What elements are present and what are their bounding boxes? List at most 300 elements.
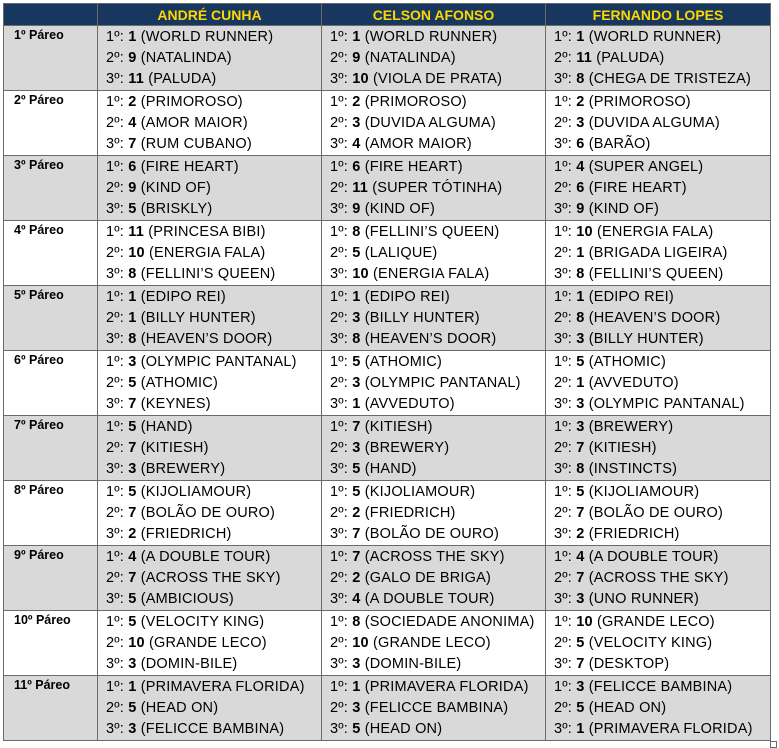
horse-number: 2 [128, 94, 137, 110]
pick-line-third-place [330, 69, 545, 90]
horse-number: 5 [128, 201, 137, 217]
pick-cell-celson-afonso [322, 91, 546, 156]
race-label: 1º Páreo [4, 26, 98, 91]
horse-number: 11 [128, 71, 144, 87]
horse-number: 3 [352, 375, 361, 391]
pick-position: 2º: [554, 700, 572, 716]
horse-name: (PRIMAVERA FLORIDA) [364, 679, 529, 695]
pick-line-second-place [106, 503, 321, 524]
pick-position: 1º: [106, 224, 124, 240]
horse-number: 9 [128, 50, 137, 66]
horse-name: (ACROSS THE SKY) [364, 549, 505, 565]
race-row [4, 416, 771, 481]
pick-position: 3º: [554, 591, 572, 607]
pick-position: 2º: [106, 505, 124, 521]
pick-line-third-place [554, 69, 770, 90]
horse-name: (BILLY HUNTER) [140, 310, 256, 326]
table-body [4, 26, 771, 741]
pick-position: 2º: [554, 440, 572, 456]
pick-position: 2º: [554, 115, 572, 131]
horse-number: 5 [128, 614, 137, 630]
horse-name: (BRIGADA LIGEIRA) [588, 245, 728, 261]
pick-position: 1º: [554, 419, 572, 435]
horse-name: (ATHOMIC) [140, 375, 218, 391]
horse-number: 3 [576, 331, 585, 347]
horse-number: 6 [352, 159, 361, 175]
pick-line-third-place [330, 589, 545, 610]
pick-position: 3º: [330, 201, 348, 217]
horse-number: 10 [352, 266, 369, 282]
horse-number: 1 [576, 245, 585, 261]
horse-number: 1 [352, 396, 361, 412]
horse-number: 1 [576, 375, 585, 391]
horse-number: 2 [352, 94, 361, 110]
pick-position: 3º: [330, 71, 348, 87]
horse-name: (PRIMAVERA FLORIDA) [588, 721, 753, 737]
pick-line-second-place [554, 113, 770, 134]
horse-name: (PRIMOROSO) [140, 94, 243, 110]
pick-line-second-place [330, 438, 545, 459]
pick-line-first-place [106, 417, 321, 438]
pick-line-third-place [106, 134, 321, 155]
horse-name: (ACROSS THE SKY) [140, 570, 281, 586]
pick-line-first-place [106, 287, 321, 308]
pick-line-third-place [554, 394, 770, 415]
pick-line-second-place [106, 698, 321, 719]
pick-line-first-place [330, 612, 545, 633]
horse-name: (DOMIN-BILE) [140, 656, 238, 672]
horse-number: 5 [576, 700, 585, 716]
pick-position: 3º: [554, 201, 572, 217]
pick-line-first-place [106, 27, 321, 48]
horse-number: 7 [576, 656, 585, 672]
pick-position: 2º: [330, 245, 348, 261]
horse-number: 3 [352, 310, 361, 326]
horse-name: (FELLINI’S QUEEN) [140, 266, 276, 282]
pick-line-third-place [330, 394, 545, 415]
pick-position: 1º: [106, 679, 124, 695]
horse-name: (BOLÃO DE OURO) [588, 505, 724, 521]
pick-line-third-place [554, 524, 770, 545]
pick-line-third-place [106, 69, 321, 90]
horse-number: 1 [128, 29, 137, 45]
horse-number: 7 [352, 549, 361, 565]
pick-cell-celson-afonso [322, 26, 546, 91]
horse-name: (BOLÃO DE OURO) [140, 505, 276, 521]
pick-position: 3º: [106, 461, 124, 477]
pick-position: 3º: [554, 266, 572, 282]
pick-line-third-place [106, 589, 321, 610]
pick-line-third-place [106, 459, 321, 480]
pick-line-third-place [554, 264, 770, 285]
pick-line-first-place [106, 547, 321, 568]
horse-number: 7 [128, 440, 137, 456]
race-row [4, 156, 771, 221]
horse-name: (HAND) [140, 419, 193, 435]
horse-name: (GRANDE LECO) [373, 635, 491, 651]
horse-number: 5 [128, 700, 137, 716]
horse-number: 3 [576, 419, 585, 435]
horse-name: (AMOR MAIOR) [364, 136, 472, 152]
pick-position: 1º: [106, 159, 124, 175]
pick-position: 2º: [330, 440, 348, 456]
horse-name: (KIND OF) [140, 180, 211, 196]
pick-cell-fernando-lopes [546, 156, 771, 221]
pick-position: 2º: [106, 310, 124, 326]
pick-line-first-place [554, 222, 770, 243]
pick-cell-celson-afonso [322, 611, 546, 676]
pick-position: 3º: [106, 591, 124, 607]
horse-number: 7 [576, 505, 585, 521]
pick-line-third-place [330, 654, 545, 675]
race-row [4, 91, 771, 156]
pick-line-first-place [330, 27, 545, 48]
pick-position: 3º: [554, 136, 572, 152]
horse-name: (HAND) [364, 461, 417, 477]
pick-line-first-place [106, 612, 321, 633]
race-label: 4º Páreo [4, 221, 98, 286]
pick-position: 2º: [106, 180, 124, 196]
horse-name: (SUPER TÓTINHA) [372, 180, 503, 196]
pick-position: 1º: [106, 289, 124, 305]
horse-name: (KIJOLIAMOUR) [364, 484, 476, 500]
pick-line-first-place [106, 677, 321, 698]
pick-line-first-place [330, 222, 545, 243]
pick-line-first-place [554, 287, 770, 308]
race-label: 7º Páreo [4, 416, 98, 481]
pick-line-third-place [106, 394, 321, 415]
pick-position: 1º: [330, 614, 348, 630]
pick-position: 3º: [330, 331, 348, 347]
horse-name: (GRANDE LECO) [597, 614, 715, 630]
horse-name: (DOMIN-BILE) [364, 656, 462, 672]
horse-number: 7 [352, 419, 361, 435]
horse-number: 9 [128, 180, 137, 196]
pick-cell-andre-cunha [98, 546, 322, 611]
pick-position: 2º: [554, 635, 572, 651]
pick-cell-celson-afonso [322, 221, 546, 286]
horse-number: 8 [128, 331, 137, 347]
pick-line-third-place [330, 264, 545, 285]
pick-cell-andre-cunha [98, 676, 322, 741]
pick-line-third-place [330, 719, 545, 740]
pick-line-second-place [106, 48, 321, 69]
pick-cell-celson-afonso [322, 546, 546, 611]
horse-number: 5 [128, 419, 137, 435]
horse-name: (WORLD RUNNER) [588, 29, 722, 45]
horse-name: (LALIQUE) [364, 245, 438, 261]
pick-position: 3º: [106, 201, 124, 217]
pick-position: 1º: [554, 679, 572, 695]
horse-number: 7 [576, 570, 585, 586]
pick-position: 2º: [330, 310, 348, 326]
pick-position: 3º: [106, 721, 124, 737]
horse-number: 9 [352, 201, 361, 217]
pick-position: 1º: [554, 614, 572, 630]
pick-position: 2º: [330, 115, 348, 131]
horse-number: 3 [128, 721, 137, 737]
pick-position: 2º: [330, 180, 348, 196]
race-label: 10º Páreo [4, 611, 98, 676]
pick-line-first-place [330, 352, 545, 373]
horse-name: (AMBICIOUS) [140, 591, 234, 607]
pick-position: 3º: [554, 526, 572, 542]
horse-number: 5 [576, 354, 585, 370]
pick-line-first-place [554, 547, 770, 568]
horse-name: (EDIPO REI) [140, 289, 226, 305]
horse-name: (FELICCE BAMBINA) [364, 700, 509, 716]
race-label: 8º Páreo [4, 481, 98, 546]
pick-line-first-place [554, 677, 770, 698]
horse-number: 6 [576, 180, 585, 196]
horse-number: 4 [128, 549, 137, 565]
race-row [4, 611, 771, 676]
horse-number: 10 [128, 635, 145, 651]
pick-line-first-place [106, 352, 321, 373]
horse-name: (PALUDA) [596, 50, 665, 66]
pick-line-second-place [106, 438, 321, 459]
predictions-table [3, 3, 771, 741]
horse-name: (SUPER ANGEL) [588, 159, 704, 175]
horse-name: (CHEGA DE TRISTEZA) [588, 71, 751, 87]
horse-number: 1 [576, 289, 585, 305]
horse-number: 10 [576, 224, 593, 240]
pick-line-second-place [330, 243, 545, 264]
horse-name: (BREWERY) [364, 440, 450, 456]
pick-position: 1º: [330, 484, 348, 500]
pick-cell-fernando-lopes [546, 351, 771, 416]
pick-position: 3º: [330, 656, 348, 672]
horse-number: 5 [352, 721, 361, 737]
horse-number: 4 [352, 591, 361, 607]
horse-name: (VIOLA DE PRATA) [373, 71, 503, 87]
pick-position: 1º: [106, 94, 124, 110]
race-label: 6º Páreo [4, 351, 98, 416]
pick-cell-celson-afonso [322, 676, 546, 741]
pick-line-third-place [554, 654, 770, 675]
horse-name: (FELLINI’S QUEEN) [364, 224, 500, 240]
pick-position: 1º: [330, 29, 348, 45]
horse-name: (KIJOLIAMOUR) [140, 484, 252, 500]
pick-cell-fernando-lopes [546, 286, 771, 351]
pick-line-first-place [330, 157, 545, 178]
pick-position: 3º: [330, 396, 348, 412]
horse-number: 5 [128, 484, 137, 500]
pick-position: 3º: [330, 136, 348, 152]
pick-line-second-place [554, 308, 770, 329]
pick-position: 1º: [554, 94, 572, 110]
horse-number: 1 [352, 29, 361, 45]
horse-name: (NATALINDA) [364, 50, 456, 66]
horse-number: 5 [576, 635, 585, 651]
pick-position: 3º: [106, 656, 124, 672]
pick-line-third-place [554, 199, 770, 220]
horse-number: 8 [128, 266, 137, 282]
horse-name: (WORLD RUNNER) [364, 29, 498, 45]
pick-cell-fernando-lopes [546, 546, 771, 611]
pick-position: 3º: [554, 461, 572, 477]
horse-number: 3 [128, 354, 137, 370]
horse-name: (WORLD RUNNER) [140, 29, 274, 45]
horse-name: (HEAD ON) [140, 700, 219, 716]
pick-position: 1º: [330, 679, 348, 695]
horse-name: (BREWERY) [588, 419, 674, 435]
pick-position: 3º: [106, 136, 124, 152]
pick-line-third-place [554, 329, 770, 350]
pick-position: 2º: [106, 245, 124, 261]
pick-line-second-place [554, 243, 770, 264]
pick-line-third-place [106, 654, 321, 675]
horse-name: (FELICCE BAMBINA) [588, 679, 733, 695]
race-row [4, 676, 771, 741]
pick-line-third-place [106, 329, 321, 350]
horse-name: (BILLY HUNTER) [364, 310, 480, 326]
pick-position: 2º: [106, 635, 124, 651]
horse-number: 3 [352, 440, 361, 456]
horse-name: (PALUDA) [148, 71, 217, 87]
horse-name: (HEAVEN’S DOOR) [588, 310, 721, 326]
pick-line-third-place [106, 264, 321, 285]
pick-position: 2º: [554, 570, 572, 586]
horse-number: 3 [576, 115, 585, 131]
pick-line-third-place [554, 459, 770, 480]
pick-position: 1º: [554, 484, 572, 500]
pick-line-second-place [106, 568, 321, 589]
horse-name: (FELLINI’S QUEEN) [588, 266, 724, 282]
pick-line-second-place [554, 633, 770, 654]
header-row [4, 4, 771, 26]
pick-line-second-place [554, 698, 770, 719]
pick-cell-andre-cunha [98, 26, 322, 91]
horse-number: 8 [576, 461, 585, 477]
pick-position: 1º: [554, 159, 572, 175]
pick-cell-fernando-lopes [546, 611, 771, 676]
pick-position: 1º: [330, 549, 348, 565]
horse-number: 5 [128, 375, 137, 391]
horse-name: (RUM CUBANO) [140, 136, 252, 152]
horse-name: (KITIESH) [588, 440, 657, 456]
horse-number: 2 [576, 94, 585, 110]
pick-position: 1º: [554, 29, 572, 45]
pick-position: 2º: [330, 505, 348, 521]
horse-number: 3 [576, 396, 585, 412]
horse-name: (ACROSS THE SKY) [588, 570, 729, 586]
horse-number: 7 [128, 136, 137, 152]
horse-number: 4 [576, 549, 585, 565]
race-label: 2º Páreo [4, 91, 98, 156]
pick-position: 2º: [106, 115, 124, 131]
horse-name: (AVVEDUTO) [364, 396, 455, 412]
pick-cell-celson-afonso [322, 416, 546, 481]
pick-position: 2º: [554, 310, 572, 326]
horse-name: (DUVIDA ALGUMA) [588, 115, 720, 131]
pick-position: 2º: [106, 700, 124, 716]
horse-number: 5 [352, 484, 361, 500]
pick-line-second-place [554, 373, 770, 394]
pick-line-first-place [106, 92, 321, 113]
horse-number: 3 [352, 700, 361, 716]
horse-number: 11 [576, 50, 592, 66]
horse-number: 5 [352, 461, 361, 477]
horse-name: (PRINCESA BIBI) [148, 224, 266, 240]
horse-name: (OLYMPIC PANTANAL) [588, 396, 745, 412]
pick-position: 1º: [554, 289, 572, 305]
race-label: 11º Páreo [4, 676, 98, 741]
horse-number: 11 [352, 180, 368, 196]
pick-position: 2º: [330, 375, 348, 391]
race-label: 3º Páreo [4, 156, 98, 221]
race-row [4, 286, 771, 351]
pick-line-third-place [554, 589, 770, 610]
horse-name: (BREWERY) [140, 461, 226, 477]
header-celson-afonso: CELSON AFONSO [322, 4, 546, 26]
pick-line-first-place [554, 92, 770, 113]
horse-number: 6 [576, 136, 585, 152]
pick-position: 2º: [106, 570, 124, 586]
horse-number: 10 [352, 635, 369, 651]
horse-name: (KITIESH) [140, 440, 209, 456]
horse-number: 10 [128, 245, 145, 261]
pick-cell-andre-cunha [98, 351, 322, 416]
pick-position: 1º: [330, 289, 348, 305]
pick-position: 3º: [330, 526, 348, 542]
pick-cell-celson-afonso [322, 286, 546, 351]
pick-position: 2º: [330, 700, 348, 716]
horse-number: 3 [576, 679, 585, 695]
horse-name: (VELOCITY KING) [588, 635, 713, 651]
pick-position: 3º: [330, 721, 348, 737]
horse-number: 2 [128, 526, 137, 542]
pick-cell-celson-afonso [322, 156, 546, 221]
pick-line-second-place [330, 373, 545, 394]
horse-number: 8 [352, 614, 361, 630]
pick-position: 1º: [330, 354, 348, 370]
table-resize-handle[interactable] [770, 741, 777, 748]
header-corner [4, 4, 98, 26]
horse-number: 9 [352, 50, 361, 66]
pick-cell-andre-cunha [98, 416, 322, 481]
pick-line-first-place [554, 157, 770, 178]
pick-position: 3º: [554, 721, 572, 737]
horse-name: (OLYMPIC PANTANAL) [140, 354, 297, 370]
horse-number: 7 [128, 396, 137, 412]
pick-line-second-place [330, 568, 545, 589]
horse-name: (PRIMOROSO) [364, 94, 467, 110]
horse-name: (EDIPO REI) [364, 289, 450, 305]
horse-name: (ENERGIA FALA) [149, 245, 266, 261]
pick-position: 2º: [330, 635, 348, 651]
horse-name: (A DOUBLE TOUR) [364, 591, 495, 607]
pick-line-second-place [330, 113, 545, 134]
horse-name: (PRIMAVERA FLORIDA) [140, 679, 305, 695]
horse-name: (EDIPO REI) [588, 289, 674, 305]
horse-name: (FIRE HEART) [140, 159, 239, 175]
horse-name: (BARÃO) [588, 136, 651, 152]
pick-line-first-place [330, 677, 545, 698]
horse-name: (FRIEDRICH) [588, 526, 680, 542]
pick-position: 2º: [106, 50, 124, 66]
race-row [4, 546, 771, 611]
pick-line-third-place [554, 134, 770, 155]
horse-name: (FIRE HEART) [364, 159, 463, 175]
pick-position: 2º: [554, 180, 572, 196]
pick-position: 3º: [106, 71, 124, 87]
pick-position: 2º: [106, 440, 124, 456]
pick-position: 1º: [106, 354, 124, 370]
horse-number: 3 [576, 591, 585, 607]
horse-name: (ENERGIA FALA) [597, 224, 714, 240]
horse-name: (HEAVEN’S DOOR) [140, 331, 273, 347]
